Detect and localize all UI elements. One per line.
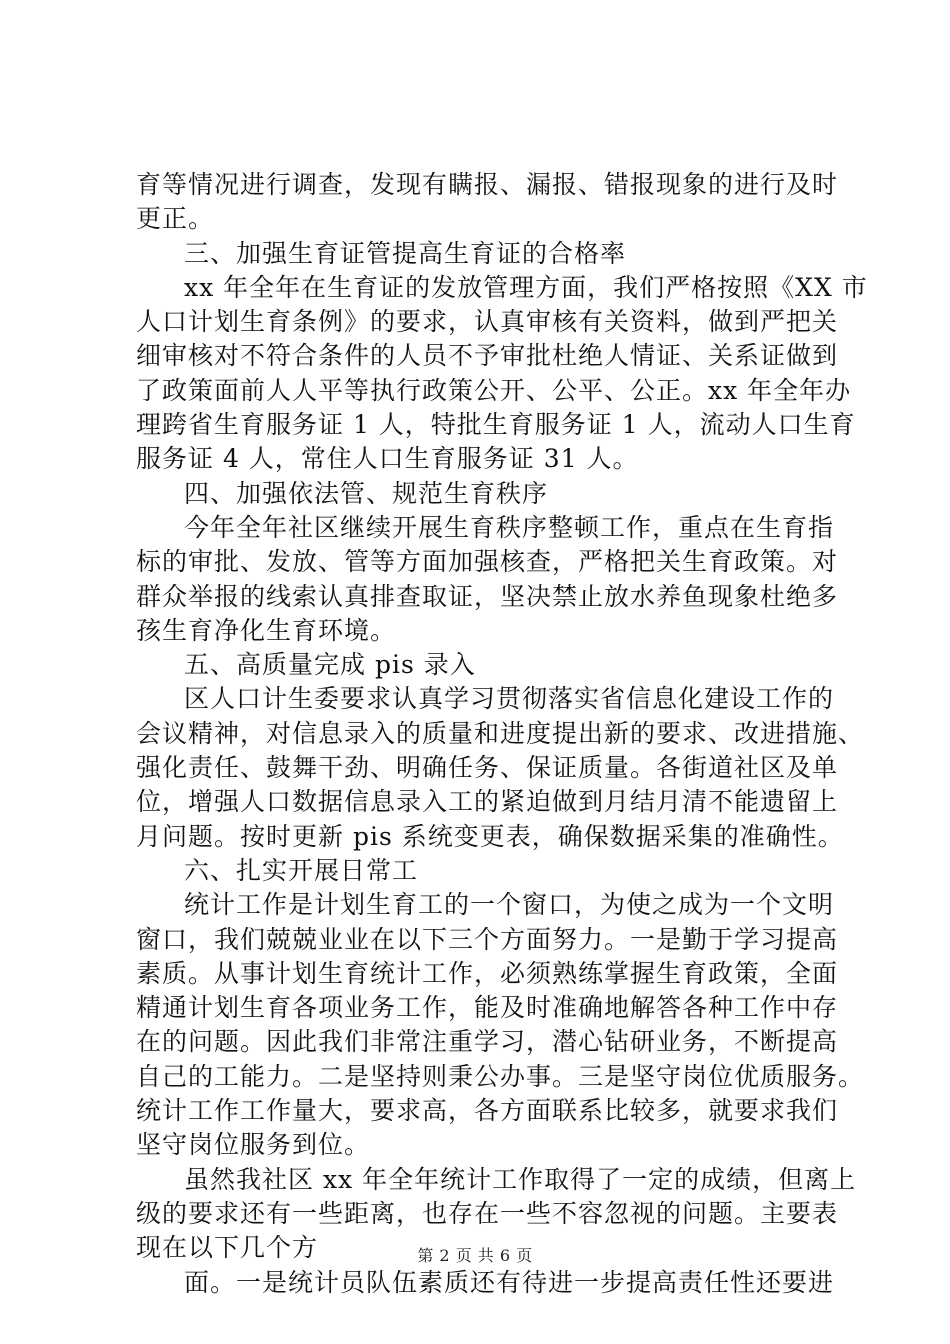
text-line: 育等情况进行调查，发现有瞒报、漏报、错报现象的进行及时 (136, 170, 839, 199)
text-line: 面。一是统计员队伍素质还有待进一步提高责任性还要进 (184, 1267, 835, 1297)
text-line: 标的审批、发放、管等方面加强核查，严格把关生育政策。对 (136, 547, 839, 577)
text-line: 了政策面前人人平等执行政策公开、公平、公正。xx 年全年办 (136, 375, 852, 405)
text-line: 自己的工能力。二是坚持则秉公办事。三是坚守岗位优质服务。 (136, 1061, 865, 1091)
text-line: 位，增强人口数据信息录入工的紧迫做到月结月清不能遗留上 (136, 787, 839, 817)
text-line: 级的要求还有一些距离，也存在一些不容忽视的问题。主要表 (136, 1198, 839, 1228)
text-line: 窗口，我们兢兢业业在以下三个方面努力。一是勤于学习提高 (136, 924, 839, 954)
text-line: 会议精神，对信息录入的质量和进度提出新的要求、改进措施、 (136, 718, 865, 748)
section-heading-6: 六、扎实开展日常工 (184, 855, 419, 885)
text-line: 强化责任、鼓舞干劲、明确任务、保证质量。各街道社区及单 (136, 753, 839, 783)
document-body (136, 168, 868, 1300)
text-line: 精通计划生育各项业务工作，能及时准确地解答各种工作中存 (136, 993, 839, 1023)
text-line: 孩生育净化生育环境。 (136, 615, 397, 645)
text-line: 素质。从事计划生育统计工作，必须熟练掌握生育政策，全面 (136, 958, 839, 988)
text-line: 人口计划生育条例》的要求，认真审核有关资料，做到严把关 (136, 307, 839, 337)
text-line: 更正。 (136, 204, 215, 234)
text-line: 月问题。按时更新 pis 系统变更表，确保数据采集的准确性。 (136, 821, 844, 851)
section-heading-5: 五、高质量完成 pis 录入 (184, 650, 476, 680)
text-line: 统计工作是计划生育工的一个窗口，为使之成为一个文明 (184, 890, 835, 920)
text-line: 细审核对不符合条件的人员不予审批杜绝人情证、关系证做到 (136, 341, 839, 371)
text-line: 理跨省生育服务证 1 人，特批生育服务证 1 人，流动人口生育 (136, 410, 856, 440)
text-line: 坚守岗位服务到位。 (136, 1130, 371, 1160)
section-heading-4: 四、加强依法管、规范生育秩序 (184, 478, 549, 508)
page-number-footer: 第 2 页 共 6 页 (417, 1246, 533, 1265)
text-line: 区人口计生委要求认真学习贯彻落实省信息化建设工作的 (184, 684, 835, 714)
text-line: 服务证 4 人，常住人口生育服务证 31 人。 (136, 444, 639, 474)
text-line: 统计工作工作量大，要求高，各方面联系比较多，就要求我们 (136, 1096, 839, 1126)
text-line: 现在以下几个方 (136, 1233, 319, 1263)
text-line: 群众举报的线索认真排查取证，坚决禁止放水养鱼现象杜绝多 (136, 581, 839, 611)
text-line: 在的问题。因此我们非常注重学习，潜心钻研业务，不断提高 (136, 1027, 839, 1057)
section-heading-3: 三、加强生育证管提高生育证的合格率 (184, 238, 627, 268)
text-line: xx 年全年在生育证的发放管理方面，我们严格按照《XX 市 (184, 272, 868, 302)
text-line: 虽然我社区 xx 年全年统计工作取得了一定的成绩，但离上 (184, 1164, 857, 1194)
text-line: 今年全年社区继续开展生育秩序整顿工作，重点在生育指 (184, 512, 835, 542)
